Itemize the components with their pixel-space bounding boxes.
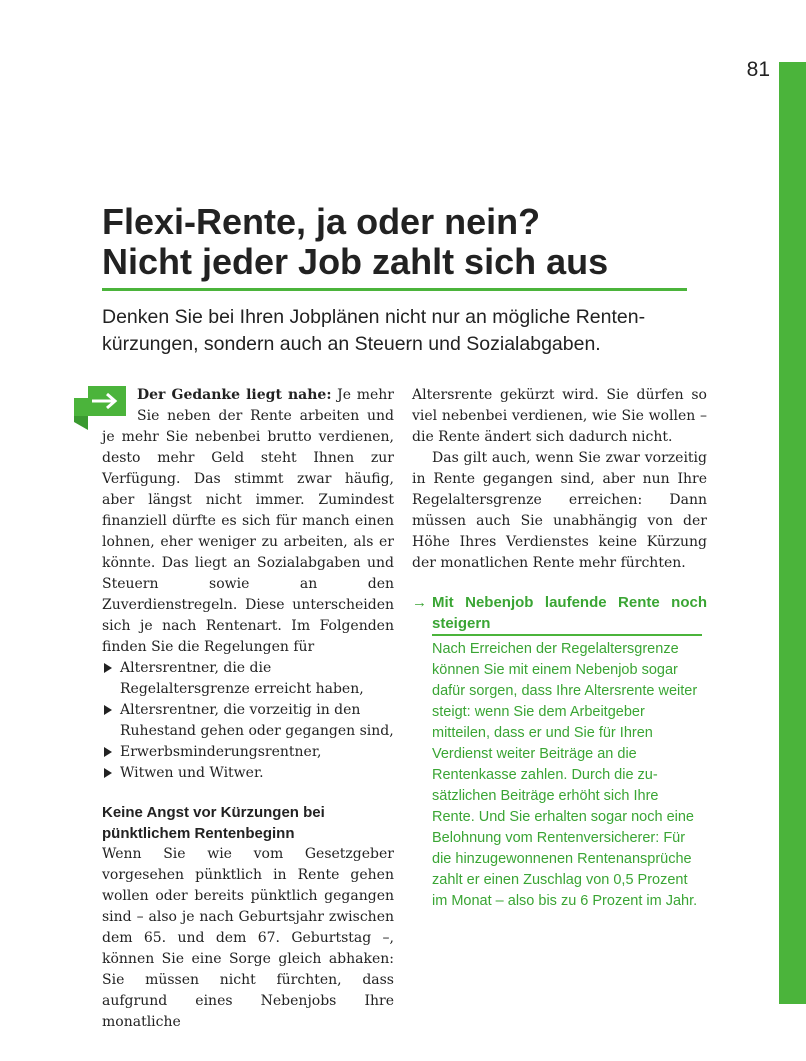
bullet-arrow-icon <box>104 663 112 673</box>
title-rule <box>102 288 687 291</box>
section-heading: Keine Angst vor Kürzungen bei pünktlichem Rentenbeginn <box>102 804 325 842</box>
page-title <box>102 202 702 282</box>
bullet-list <box>102 658 394 784</box>
bullet-arrow-icon <box>104 705 112 715</box>
tip-box <box>412 592 707 912</box>
arrow-right-icon: → <box>412 594 427 611</box>
bullet-arrow-icon <box>104 768 112 778</box>
lead-in: Der Gedanke liegt nahe: <box>137 387 332 403</box>
list-item: Erwerbsminderungsrentner, <box>102 742 394 763</box>
tip-heading <box>412 592 707 634</box>
intro-paragraph <box>102 385 394 658</box>
tip-rule <box>432 634 702 636</box>
left-column <box>102 385 394 1033</box>
section-paragraph: Wenn Sie wie vom Gesetzgeber vorgesehen pünktlich in Rente gehen wollen oder bereits pünktlich gegangen sind – also je nach Geburtsjahr zwischen dem 65. und dem 67. Geburtstag –, können Sie eine Sorge gleich abhaken: Sie müssen nicht fürchten, dass aufgrund eines Nebenjobs Ihre monatliche <box>102 846 394 1030</box>
list-item: Altersrentner, die die Regelaltersgrenze erreicht haben, <box>102 658 394 700</box>
second-paragraph: Das gilt auch, wenn Sie zwar vorzeitig in Rente gegangen sind, aber nun Ihre Regelaltersgrenze erreichen: Dann müssen auch Sie unabhängig von der Höhe Ihres Verdienstes keine Kürzung der monatlichen Rente mehr fürchten. <box>412 450 707 571</box>
tip-heading-text: Mit Nebenjob laufende Rente noch steigern <box>432 594 707 632</box>
continued-paragraph: Altersrente gekürzt wird. Sie dürfen so viel nebenbei verdienen, wie Sie wollen – die Rente ändert sich dadurch nicht. <box>412 387 707 445</box>
list-item: Altersrentner, die vorzeitig in den Ruhestand gehen oder gegangen sind, <box>102 700 394 742</box>
page-number: 81 <box>746 58 770 81</box>
list-item: Witwen und Witwer. <box>102 763 394 784</box>
tip-text: Nach Erreichen der Regelaltersgrenze können Sie mit einem Nebenjob sogar dafür sorgen, dass Ihre Altersrente weiter steigt: wenn Sie dem Arbeitgeber mitteilen, dass er und Sie für Ihren Verdienst weiter Beiträge an die Rentenkasse zahlen. Durch die zusätzlichen Beiträge erhöht sich Ihre Rente. Und Sie erhalten sogar noch eine Belohnung vom Rentenversicherer: Für die hinzugewonnenen Rentenansprüche zahlt er einen Zuschlag von 0,5 Prozent im Monat – also bis zu 6 Prozent im Jahr. <box>432 641 698 909</box>
right-column <box>412 385 707 912</box>
bullet-arrow-icon <box>104 747 112 757</box>
chapter-side-tab <box>779 62 806 1004</box>
intro-text: Je mehr Sie neben der Rente arbeiten und je mehr Sie nebenbei brutto verdienen, desto mehr Geld steht Ihnen zur Verfügung. Das stimmt zwar häufig, aber längst nicht immer. Zumindest finanziell dürfte es sich für manch einen lohnen, eher weniger zu arbeiten, als er könnte. Das liegt an Sozialabgaben und Steuern sowie an den Zuverdienstregeln. Diese unterscheiden sich je nach Rentenart. Im Folgenden finden Sie die Regelungen für <box>102 387 394 655</box>
title-line-2: Nicht jeder Job zahlt sich aus <box>102 241 609 282</box>
title-line-1: Flexi-Rente, ja oder nein? <box>102 201 541 242</box>
subtitle: Denken Sie bei Ihren Jobplänen nicht nur an mögliche Rentenkürzungen, sondern auch an Steuern und Sozialabgaben. <box>102 306 646 355</box>
